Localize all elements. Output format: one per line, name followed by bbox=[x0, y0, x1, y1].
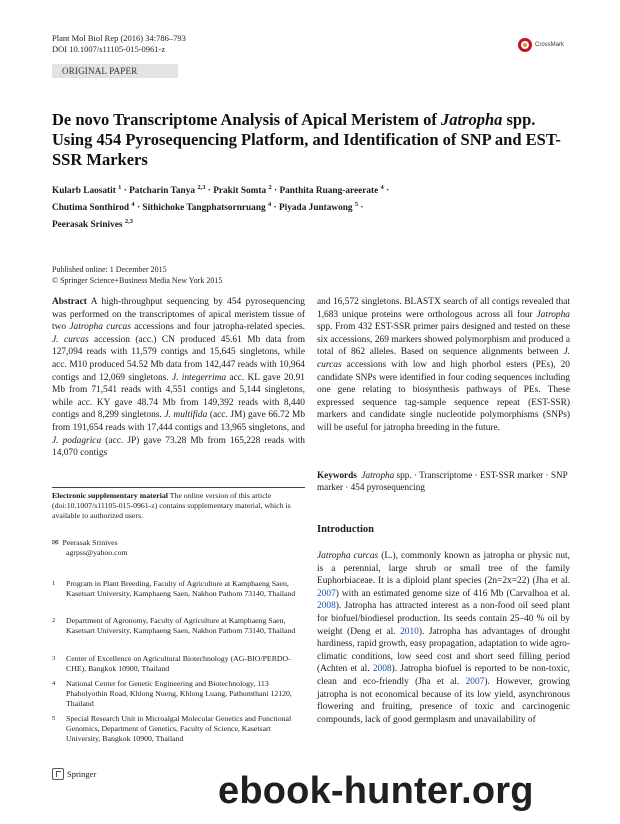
corresponding-author: Peerasak Srinives bbox=[62, 538, 118, 547]
citation-link[interactable]: 2010 bbox=[400, 626, 419, 637]
crossmark-label: CrossMark bbox=[535, 42, 565, 48]
publisher-logo bbox=[52, 768, 96, 780]
springer-horse-icon bbox=[52, 768, 64, 780]
footnote-divider bbox=[52, 487, 305, 488]
affiliation: 2 Department of Agronomy, Faculty of Agriculture at Kamphaeng Saen, Kasetsart University, Kamphaeng Saen, Nakhon Pathom 73140, Thailand bbox=[52, 616, 296, 635]
keywords: Keywords Jatropha spp. · Transcriptome · EST-SSR marker · SNP marker · 454 pyrosequencing bbox=[317, 470, 568, 492]
copyright: © Springer Science+Business Media New York 2015 bbox=[52, 275, 223, 285]
abstract-right-column: and 16,572 singletons. BLASTX search of all contigs revealed that 1,683 unique proteins were orthologous across all four Jatropha spp. From 432 EST-SSR primer pairs designed and tested on these six accessions, 269 markers showed polymorphism and produced a total of 862 alleles. Based on sequence alignments between J. curcas accessions with low and high phorbol esters (PEs), 20 candidate SNPs were identified in four coding sequences including one gene relating to biosynthesis pathways of PEs. These expressed sequence tag-sample sequence repeat (EST-SSR) markers and candidate single nucleotide polymorphisms (SNPs) will be useful for jatropha breeding in the future. bbox=[317, 297, 570, 433]
watermark-text: ebook-hunter.org bbox=[218, 770, 534, 812]
author: Patcharin Tanya $^{2,3}$ bbox=[129, 184, 206, 197]
citation-link[interactable]: 2008 bbox=[317, 601, 336, 612]
author: Prakit Somta $^2$ bbox=[213, 184, 272, 197]
affiliation: 3 Center of Excellence on Agricultural Biotechnology (AG-BIO/PERDO-CHE), Bangkok 10900, Thailand bbox=[52, 654, 291, 673]
publication-info bbox=[52, 265, 222, 286]
article-title bbox=[52, 110, 572, 170]
citation-link[interactable]: 2007 bbox=[465, 676, 485, 687]
author: Kularb Laosatit $^1$ bbox=[52, 184, 122, 197]
keywords-label: Keywords bbox=[317, 470, 357, 480]
introduction-text: Jatropha curcas (L.), commonly known as jatropha or physic nut, is a perennial, large shrub or small tree of the family Euphorbiaceae. It is a diploid plant species (2n=2x=22) (Jha et al. 2007) with an estimated genome size of 416 Mb (Carvalhoa et al. 2008). Jatropha has attracted interest as a non-food oil seed plant for biofuel/biodiesel production. Its seeds contain 25–40 % oil by weight (Deng et al. 2010). Jatropha has advantages of drought hardiness, rapid growth, easy propagation, adaptation to wide agro-climatic conditions, low seed cost and short seed filling period (Achten et al. 2008). Jatropha biofuel is reported to be non-toxic, clean and eco-friendly (Jha et al. 2007). However, growing jatropha is not economical because of its low yield, asynchronous flowering and fruiting, presence of toxic and carcinogenic compounds, lack of good germplasm and unavailability of bbox=[317, 551, 570, 725]
published-online: Published online: 1 December 2015 bbox=[52, 265, 167, 274]
corresponding-email[interactable]: agrpss@yahoo.com bbox=[66, 548, 128, 557]
title-italic: Jatropha bbox=[440, 110, 503, 129]
citation-link[interactable]: 2007 bbox=[317, 588, 336, 599]
author: Chutima Sonthirod $^4$ bbox=[52, 201, 135, 214]
abstract-label: Abstract bbox=[52, 297, 87, 307]
article-type-banner: ORIGINAL PAPER bbox=[52, 64, 178, 78]
citation-link[interactable]: 2008 bbox=[372, 664, 392, 675]
author: Panthita Ruang-areerate $^4$ bbox=[279, 184, 384, 197]
author: Peerasak Srinives $^{2,3}$ bbox=[52, 218, 133, 231]
author: Sithichoke Tangphatsornruang $^4$ bbox=[142, 201, 272, 214]
envelope-icon: ✉ bbox=[52, 538, 59, 547]
affiliation: 5 Special Research Unit in Microalgal Molecular Genetics and Functional Genomics, Department of Genetics, Faculty of Science, Kasetsart University, Bangkok 10900, Thailand bbox=[52, 714, 292, 743]
affiliation: 1 Program in Plant Breeding, Faculty of Agriculture at Kamphaeng Saen, Kasetsart University, Kamphaeng Saen, Nakhon Pathom 73140, Thailand bbox=[52, 579, 296, 598]
correspondence bbox=[52, 538, 305, 558]
affiliation: 4 National Center for Genetic Engineering and Biotechnology, 113 Phaholyothin Road, Khlong Nueng, Khlong Luang, Pathumthani 12120, Thailand bbox=[52, 679, 292, 708]
supplementary-note: Electronic supplementary material The online version of this article (doi:10.1007/s11105-015-0961-z) contains supplementary material, which is available to authorized users. bbox=[52, 491, 291, 520]
section-heading-introduction: Introduction bbox=[317, 524, 374, 535]
journal-citation bbox=[52, 33, 186, 55]
crossmark-icon bbox=[518, 38, 532, 52]
doi: DOI 10.1007/s11105-015-0961-z bbox=[52, 44, 166, 54]
abstract-left-column: Abstract A high-throughput sequencing by 454 pyrosequencing was performed on the transcriptomes of apical meristem tissue of two Jatropha curcas accessions and four jatropha-related species. J. curcas accession (acc.) CN produced 45.61 Mb data from 127,094 reads with 11,579 contigs and 15,645 singletons, while acc. M10 produced 54.52 Mb data from 142,447 reads with 10,964 contigs and 12,069 singletons. J. integerrima acc. KL gave 20.91 Mb from 71,541 reads with 4,551 contigs and 5,144 singletons, while acc. KY gave 48.74 Mb from 149,392 reads with 8,440 contigs and 8,299 singletons. J. multifida (acc. JM) gave 66.72 Mb from 191,654 reads with 17,444 contigs and 13,965 singletons, and J. podagrica (acc. JP) gave 73.28 Mb from 165,228 reads with 14,070 contigs bbox=[52, 297, 306, 459]
journal-reference: Plant Mol Biol Rep (2016) 34:786–793 bbox=[52, 33, 186, 43]
crossmark-badge[interactable] bbox=[518, 37, 608, 53]
title-text: De novo Transcriptome Analysis of Apical Meristem of bbox=[52, 110, 441, 129]
supplementary-label: Electronic supplementary material bbox=[52, 491, 168, 500]
author: Piyada Juntawong $^5$ bbox=[278, 201, 359, 214]
author-list: Kularb Laosatit $^1$ · Patcharin Tanya $^{2,3}$ · Prakit Somta $^2$ · Panthita Ruang-areerate $^4$ · Chutima Sonthirod $^4$ · Sithichoke Tangphatsornruang $^4$ · Piyada Juntawong $^5$ · Peerasak Srinives $^{2,3}$ bbox=[52, 184, 390, 231]
publisher-name: Springer bbox=[67, 769, 97, 779]
title-text-rest: spp. Using 454 Pyrosequencing Platform, and Identification of SNP and EST-SSR Markers bbox=[52, 110, 561, 169]
